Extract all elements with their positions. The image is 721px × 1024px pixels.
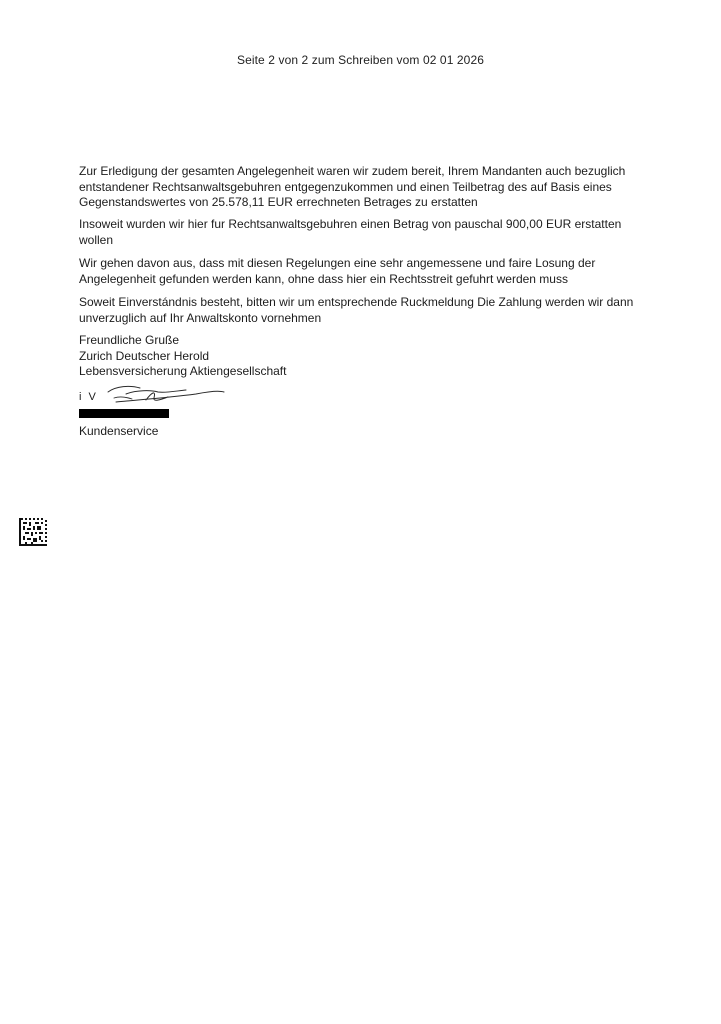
paragraph-payment	[79, 295, 651, 326]
greeting: Freundliche Gruße	[79, 333, 180, 347]
data-matrix-code	[19, 518, 47, 546]
paragraph-text: Insoweit wurden wir hier fur Rechtsanwaltsgebuhren einen Betrag von pauschal 900,00 EUR erstatten wollen	[79, 217, 622, 247]
handwritten-signature	[96, 378, 226, 408]
page-header: Seite 2 von 2 zum Schreiben vom 02 01 2026	[236, 53, 485, 67]
paragraph-text: Wir gehen davon aus, dass mit diesen Regelungen eine sehr angemessene und faire Losung der Angelegenheit gefunden werden kann, ohne dass hier ein Rechtsstreit gefuhrt werden muss	[79, 256, 596, 286]
closing-block	[79, 333, 286, 380]
redacted-name-bar	[79, 409, 169, 418]
department-label: Kundenservice	[79, 424, 159, 438]
paragraph-text: Zur Erledigung der gesamten Angelegenheit waren wir zudem bereit, Ihrem Mandanten auch bezuglich entstandener Rechtsanwaltsgebuhren entgegenzukommen und einen Teilbetrag des auf Basis eines Gegenstandswertes von 25.578,11 EUR errechneten Betrages zu erstatten	[79, 164, 626, 209]
paragraph-fair-solution	[79, 256, 651, 287]
paragraph-settlement-offer	[79, 164, 651, 211]
paragraph-fee-amount	[79, 217, 651, 248]
iv-label: i V	[79, 391, 98, 403]
company-name: Zurich Deutscher Herold	[79, 348, 210, 363]
paragraph-text: Soweit Einverstándnis besteht, bitten wir um entsprechende Ruckmeldung Die Zahlung werden wir dann unverzuglich auf Ihr Anwaltskonto vornehmen	[79, 295, 634, 325]
company-legal-name: Lebensversicherung Aktiengesellschaft	[79, 364, 287, 378]
